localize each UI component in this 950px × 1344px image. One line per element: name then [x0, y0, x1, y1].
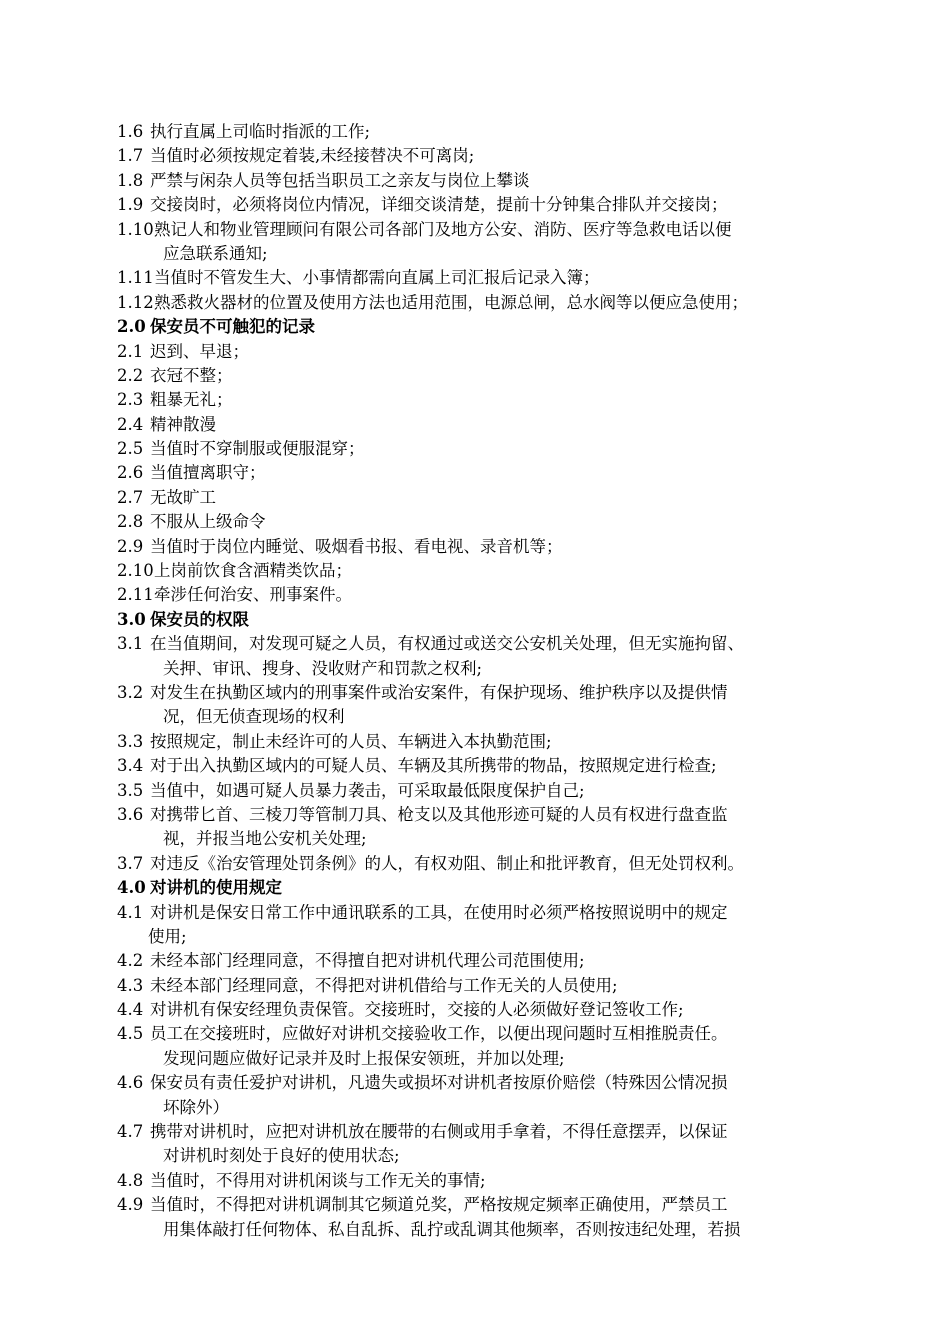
- clause-number: 1.9: [117, 195, 144, 215]
- clause-text: 衣冠不整；: [150, 365, 233, 385]
- clause-text: 当值时，不得用对讲机闲谈与工作无关的事情;: [150, 1170, 486, 1190]
- clause-number: 4.8: [117, 1170, 144, 1190]
- document-line: [0, 779, 950, 803]
- clause-number: 4.2: [117, 951, 144, 971]
- document-line: [0, 266, 950, 290]
- document-line: [0, 876, 950, 900]
- clause-number: 3.5: [117, 780, 144, 800]
- document-line: [0, 291, 950, 315]
- clause-number: 4.3: [117, 975, 144, 995]
- clause-number: 2.3: [117, 390, 144, 410]
- document-line: [0, 583, 950, 607]
- clause-text: 迟到、早退；: [150, 341, 249, 361]
- clause-number: 1.10: [117, 219, 154, 239]
- clause-number: 2.7: [117, 487, 144, 507]
- clause-text: 无故旷工: [150, 487, 216, 507]
- clause-text: 对于出入执勤区域内的可疑人员、车辆及其所携带的物品，按照规定进行检查;: [150, 756, 717, 776]
- clause-text: 严禁与闲杂人员等包括当职员工之亲友与岗位上攀谈: [150, 170, 530, 190]
- document-line: [0, 1096, 950, 1120]
- clause-number: 2.1: [117, 341, 144, 361]
- clause-number: 1.7: [117, 146, 144, 166]
- clause-text: 牵涉任何治安、刑事案件。: [154, 585, 352, 605]
- clause-number: 2.2: [117, 365, 144, 385]
- section-heading: 保安员的权限: [150, 609, 249, 629]
- clause-number: 3.3: [117, 731, 144, 751]
- clause-number: 1.6: [117, 122, 144, 141]
- document-line: [0, 169, 950, 193]
- document-line: [0, 242, 950, 266]
- clause-number: 3.1: [117, 634, 144, 654]
- clause-text: 对违反《治安管理处罚条例》的人，有权劝阻、制止和批评教育，但无处罚权利。: [150, 853, 744, 873]
- clause-number: 3.4: [117, 756, 144, 776]
- clause-text: 况，但无侦查现场的权利: [163, 707, 345, 727]
- clause-number: 3.6: [117, 804, 144, 824]
- document-line: [0, 437, 950, 461]
- clause-text: 应急联系通知;: [163, 243, 268, 263]
- clause-number: 2.4: [117, 414, 144, 434]
- document-line: [0, 144, 950, 168]
- clause-text: 保安员有责任爱护对讲机，凡遗失或损坏对讲机者按原价赔偿（特殊因公情况损: [150, 1073, 728, 1093]
- document-line: [0, 1193, 950, 1217]
- document-line: [0, 657, 950, 681]
- clause-number: 1.12: [117, 292, 154, 312]
- section-heading: 对讲机的使用规定: [150, 878, 282, 898]
- clause-text: 视，并报当地公安机关处理;: [163, 829, 367, 849]
- clause-text: 粗暴无礼；: [150, 390, 233, 410]
- clause-text: 上岗前饮食含酒精类饮品；: [154, 561, 352, 581]
- clause-number: 2.5: [117, 439, 144, 459]
- document-line: [0, 413, 950, 437]
- document-line: [0, 559, 950, 583]
- document-line: [0, 1169, 950, 1193]
- clause-text: 执行直属上司临时指派的工作;: [150, 122, 371, 141]
- document-line: [0, 461, 950, 485]
- document-line: [0, 827, 950, 851]
- document-line: [0, 803, 950, 827]
- document-line: [0, 120, 950, 144]
- clause-number: 3.7: [117, 853, 144, 873]
- clause-text: 用集体敲打任何物体、私自乱拆、乱拧或乱调其他频率，否则按违纪处理，若损: [163, 1219, 741, 1239]
- clause-text: 熟记人和物业管理顾问有限公司各部门及地方公安、消防、医疗等急救电话以便: [154, 219, 732, 239]
- section-heading: 保安员不可触犯的记录: [150, 317, 315, 337]
- clause-text: 关押、审讯、搜身、没收财产和罚款之权利;: [163, 658, 483, 678]
- clause-text: 当值时不穿制服或便服混穿；: [150, 439, 365, 459]
- clause-text: 坏除外）: [163, 1097, 229, 1117]
- document-line: [0, 925, 950, 949]
- document-line: [0, 901, 950, 925]
- clause-text: 交接岗时，必须将岗位内情况，详细交谈清楚，提前十分钟集合排队并交接岗；: [150, 195, 728, 215]
- clause-number: 4.5: [117, 1024, 144, 1044]
- clause-text: 当值时于岗位内睡觉、吸烟看书报、看电视、录音机等；: [150, 536, 563, 556]
- clause-text: 未经本部门经理同意，不得把对讲机借给与工作无关的人员使用;: [150, 975, 618, 995]
- document-line: [0, 364, 950, 388]
- clause-text: 在当值期间，对发现可疑之人员，有权通过或送交公安机关处理，但无实施拘留、: [150, 634, 744, 654]
- clause-text: 按照规定，制止未经许可的人员、车辆进入本执勤范围;: [150, 731, 552, 751]
- clause-text: 熟悉救火器材的位置及使用方法也适用范围，电源总闸，总水阀等以便应急使用；: [154, 292, 748, 312]
- clause-number: 2.10: [117, 561, 154, 581]
- clause-number: 2.9: [117, 536, 144, 556]
- document-line: [0, 681, 950, 705]
- clause-number: 4.0: [117, 878, 146, 898]
- document-line: [0, 632, 950, 656]
- clause-text: 对讲机时刻处于良好的使用状态;: [163, 1146, 400, 1166]
- clause-text: 携带对讲机时，应把对讲机放在腰带的右侧或用手拿着，不得任意摆弄，以保证: [150, 1122, 728, 1142]
- document-line: [0, 535, 950, 559]
- document-line: [0, 1071, 950, 1095]
- document-page: [0, 120, 950, 1242]
- clause-text: 当值时必须按规定着装,未经接替决不可离岗;: [150, 146, 475, 166]
- clause-number: 1.8: [117, 170, 144, 190]
- clause-number: 4.9: [117, 1195, 144, 1215]
- clause-number: 2.11: [117, 585, 154, 605]
- clause-number: 4.1: [117, 902, 144, 922]
- clause-number: 4.6: [117, 1073, 144, 1093]
- clause-number: 4.7: [117, 1122, 144, 1142]
- document-line: [0, 388, 950, 412]
- clause-text: 未经本部门经理同意，不得擅自把对讲机代理公司范围使用;: [150, 951, 585, 971]
- document-line: [0, 1047, 950, 1071]
- document-line: [0, 705, 950, 729]
- document-line: [0, 1022, 950, 1046]
- clause-text: 对讲机是保安日常工作中通讯联系的工具，在使用时必须严格按照说明中的规定: [150, 902, 728, 922]
- document-line: [0, 1120, 950, 1144]
- clause-number: 3.2: [117, 682, 144, 702]
- clause-number: 1.11: [117, 268, 154, 288]
- clause-text: 对发生在执勤区域内的刑事案件或治安案件，有保护现场、维护秩序以及提供情: [150, 682, 728, 702]
- document-line: [0, 510, 950, 534]
- clause-number: 3.0: [117, 609, 146, 629]
- document-line: [0, 1144, 950, 1168]
- clause-text: 员工在交接班时，应做好对讲机交接验收工作，以便出现问题时互相推脱责任。: [150, 1024, 728, 1044]
- clause-text: 对携带匕首、三棱刀等管制刀具、枪支以及其他形迹可疑的人员有权进行盘查监: [150, 804, 728, 824]
- document-line: [0, 998, 950, 1022]
- document-line: [0, 1218, 950, 1242]
- clause-text: 当值中，如遇可疑人员暴力袭击，可采取最低限度保护自己;: [150, 780, 585, 800]
- clause-number: 2.8: [117, 512, 144, 532]
- clause-text: 使用;: [148, 926, 187, 946]
- clause-text: 不服从上级命令: [150, 512, 266, 532]
- document-line: [0, 340, 950, 364]
- clause-text: 精神散漫: [150, 414, 216, 434]
- clause-number: 2.0: [117, 317, 146, 337]
- clause-text: 当值时，不得把对讲机调制其它频道兑奖，严格按规定频率正确使用，严禁员工: [150, 1195, 728, 1215]
- document-line: [0, 486, 950, 510]
- clause-number: 4.4: [117, 1000, 144, 1020]
- clause-text: 当值时不管发生大、小事情都需向直属上司汇报后记录入簿；: [154, 268, 600, 288]
- clause-text: 对讲机有保安经理负责保管。交接班时，交接的人必须做好登记签收工作;: [150, 1000, 684, 1020]
- clause-text: 发现问题应做好记录并及时上报保安领班，并加以处理;: [163, 1048, 565, 1068]
- document-line: [0, 974, 950, 998]
- document-line: [0, 754, 950, 778]
- document-line: [0, 852, 950, 876]
- document-line: [0, 315, 950, 339]
- document-line: [0, 193, 950, 217]
- document-line: [0, 608, 950, 632]
- clause-number: 2.6: [117, 463, 144, 483]
- document-line: [0, 730, 950, 754]
- document-line: [0, 949, 950, 973]
- clause-text: 当值擅离职守；: [150, 463, 266, 483]
- document-line: [0, 218, 950, 242]
